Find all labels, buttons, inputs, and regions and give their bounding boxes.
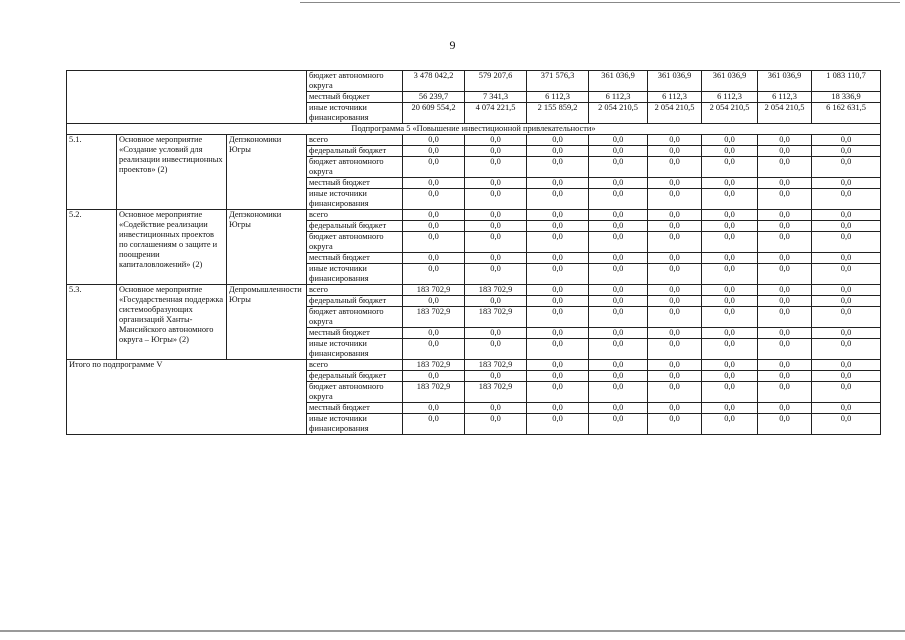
value-cell: 0,0 (812, 339, 881, 360)
value-cell: 0,0 (589, 178, 648, 189)
measure-number: 5.2. (67, 210, 117, 285)
source-label: бюджет автономного округа (307, 157, 403, 178)
value-cell: 0,0 (465, 253, 527, 264)
value-cell: 0,0 (648, 307, 702, 328)
value-cell: 0,0 (648, 157, 702, 178)
value-cell: 0,0 (648, 232, 702, 253)
value-cell: 0,0 (648, 264, 702, 285)
table-row (67, 360, 881, 371)
value-cell: 0,0 (812, 135, 881, 146)
value-cell: 0,0 (465, 221, 527, 232)
value-cell: 0,0 (648, 403, 702, 414)
value-cell: 0,0 (758, 189, 812, 210)
value-cell: 0,0 (589, 135, 648, 146)
measure-executor: Депромышленности Югры (227, 285, 307, 360)
value-cell: 0,0 (589, 157, 648, 178)
value-cell: 0,0 (527, 403, 589, 414)
value-cell: 0,0 (527, 360, 589, 371)
value-cell: 6 112,3 (702, 92, 758, 103)
bottom-scan-line (0, 630, 905, 632)
value-cell: 0,0 (702, 135, 758, 146)
value-cell: 0,0 (702, 232, 758, 253)
value-cell: 4 074 221,5 (465, 103, 527, 124)
value-cell: 2 054 210,5 (589, 103, 648, 124)
value-cell: 0,0 (758, 339, 812, 360)
value-cell: 0,0 (758, 135, 812, 146)
value-cell: 371 576,3 (527, 71, 589, 92)
measure-number: 5.1. (67, 135, 117, 210)
value-cell: 0,0 (648, 339, 702, 360)
source-label: иные источники финансирования (307, 189, 403, 210)
value-cell: 0,0 (527, 339, 589, 360)
value-cell: 0,0 (403, 232, 465, 253)
value-cell: 0,0 (702, 371, 758, 382)
continuation-empty-cell (67, 71, 307, 124)
value-cell: 0,0 (648, 135, 702, 146)
value-cell: 0,0 (527, 285, 589, 296)
value-cell: 0,0 (702, 210, 758, 221)
source-label: иные источники финансирования (307, 339, 403, 360)
value-cell: 0,0 (403, 135, 465, 146)
value-cell: 0,0 (702, 189, 758, 210)
value-cell: 0,0 (465, 135, 527, 146)
value-cell: 0,0 (589, 221, 648, 232)
value-cell: 183 702,9 (403, 285, 465, 296)
value-cell: 6 112,3 (648, 92, 702, 103)
value-cell: 361 036,9 (758, 71, 812, 92)
value-cell: 0,0 (589, 339, 648, 360)
source-label: федеральный бюджет (307, 146, 403, 157)
value-cell: 0,0 (812, 403, 881, 414)
value-cell: 0,0 (589, 403, 648, 414)
total-label: Итого по подпрограмме V (67, 360, 307, 435)
value-cell: 0,0 (702, 264, 758, 285)
value-cell: 2 054 210,5 (648, 103, 702, 124)
value-cell: 2 054 210,5 (758, 103, 812, 124)
value-cell: 0,0 (702, 328, 758, 339)
measure-name: Основное мероприятие «Содействие реализации инвестиционных проектов по соглашениям о защите и поощрении капиталовложений» (2) (117, 210, 227, 285)
value-cell: 0,0 (702, 296, 758, 307)
value-cell: 3 478 042,2 (403, 71, 465, 92)
value-cell: 0,0 (589, 253, 648, 264)
source-label: иные источники финансирования (307, 264, 403, 285)
source-label: местный бюджет (307, 328, 403, 339)
value-cell: 0,0 (648, 296, 702, 307)
value-cell: 0,0 (589, 307, 648, 328)
measure-name: Основное мероприятие «Создание условий для реализации инвестиционных проектов» (2) (117, 135, 227, 210)
value-cell: 7 341,3 (465, 92, 527, 103)
value-cell: 0,0 (648, 178, 702, 189)
value-cell: 361 036,9 (648, 71, 702, 92)
value-cell: 0,0 (758, 296, 812, 307)
value-cell: 0,0 (702, 157, 758, 178)
table-row (67, 285, 881, 296)
value-cell: 0,0 (465, 339, 527, 360)
value-cell: 0,0 (702, 339, 758, 360)
value-cell: 0,0 (648, 285, 702, 296)
value-cell: 0,0 (758, 264, 812, 285)
value-cell: 0,0 (589, 146, 648, 157)
value-cell: 0,0 (403, 178, 465, 189)
value-cell: 0,0 (758, 221, 812, 232)
value-cell: 0,0 (812, 285, 881, 296)
value-cell: 0,0 (589, 360, 648, 371)
value-cell: 0,0 (702, 414, 758, 435)
source-label: федеральный бюджет (307, 296, 403, 307)
value-cell: 0,0 (758, 146, 812, 157)
value-cell: 0,0 (527, 264, 589, 285)
value-cell: 0,0 (648, 146, 702, 157)
value-cell: 0,0 (758, 360, 812, 371)
value-cell: 0,0 (648, 414, 702, 435)
page-number: 9 (449, 38, 456, 52)
value-cell: 0,0 (758, 157, 812, 178)
value-cell: 0,0 (702, 285, 758, 296)
value-cell: 0,0 (648, 382, 702, 403)
value-cell: 0,0 (812, 221, 881, 232)
value-cell: 0,0 (465, 157, 527, 178)
source-label: всего (307, 285, 403, 296)
value-cell: 0,0 (589, 328, 648, 339)
value-cell: 0,0 (465, 403, 527, 414)
table-row (67, 210, 881, 221)
value-cell: 0,0 (758, 253, 812, 264)
value-cell: 6 112,3 (758, 92, 812, 103)
value-cell: 0,0 (589, 232, 648, 253)
value-cell: 0,0 (812, 157, 881, 178)
value-cell: 0,0 (758, 403, 812, 414)
value-cell: 0,0 (527, 210, 589, 221)
source-label: иные источники финансирования (307, 414, 403, 435)
source-label: всего (307, 135, 403, 146)
value-cell: 0,0 (648, 371, 702, 382)
source-label: федеральный бюджет (307, 221, 403, 232)
value-cell: 0,0 (403, 414, 465, 435)
value-cell: 0,0 (648, 189, 702, 210)
value-cell: 0,0 (812, 371, 881, 382)
value-cell: 0,0 (527, 328, 589, 339)
value-cell: 0,0 (589, 189, 648, 210)
value-cell: 579 207,6 (465, 71, 527, 92)
value-cell: 0,0 (527, 178, 589, 189)
value-cell: 6 112,3 (527, 92, 589, 103)
value-cell: 1 083 110,7 (812, 71, 881, 92)
value-cell: 0,0 (527, 371, 589, 382)
value-cell: 0,0 (812, 382, 881, 403)
source-label: федеральный бюджет (307, 371, 403, 382)
source-label: всего (307, 210, 403, 221)
value-cell: 0,0 (589, 210, 648, 221)
value-cell: 0,0 (758, 232, 812, 253)
value-cell: 0,0 (403, 253, 465, 264)
source-label: бюджет автономного округа (307, 382, 403, 403)
value-cell: 183 702,9 (403, 382, 465, 403)
value-cell: 0,0 (465, 210, 527, 221)
value-cell: 0,0 (527, 296, 589, 307)
value-cell: 361 036,9 (702, 71, 758, 92)
value-cell: 2 054 210,5 (702, 103, 758, 124)
value-cell: 183 702,9 (465, 307, 527, 328)
measure-executor: Депэкономики Югры (227, 210, 307, 285)
value-cell: 0,0 (812, 210, 881, 221)
value-cell: 0,0 (648, 253, 702, 264)
value-cell: 0,0 (403, 296, 465, 307)
value-cell: 0,0 (465, 264, 527, 285)
subprogram-row (67, 124, 881, 135)
value-cell: 0,0 (403, 157, 465, 178)
value-cell: 0,0 (527, 221, 589, 232)
value-cell: 183 702,9 (465, 360, 527, 371)
value-cell: 0,0 (589, 414, 648, 435)
value-cell: 18 336,9 (812, 92, 881, 103)
value-cell: 0,0 (758, 414, 812, 435)
value-cell: 0,0 (758, 382, 812, 403)
value-cell: 0,0 (758, 178, 812, 189)
value-cell: 0,0 (702, 178, 758, 189)
value-cell: 0,0 (403, 221, 465, 232)
value-cell: 0,0 (527, 189, 589, 210)
value-cell: 183 702,9 (465, 285, 527, 296)
top-scan-line (300, 2, 900, 3)
value-cell: 0,0 (403, 189, 465, 210)
value-cell: 0,0 (589, 371, 648, 382)
value-cell: 183 702,9 (403, 360, 465, 371)
value-cell: 2 155 859,2 (527, 103, 589, 124)
value-cell: 0,0 (403, 328, 465, 339)
value-cell: 0,0 (527, 253, 589, 264)
value-cell: 20 609 554,2 (403, 103, 465, 124)
value-cell: 0,0 (812, 232, 881, 253)
value-cell: 0,0 (465, 328, 527, 339)
value-cell: 0,0 (465, 296, 527, 307)
value-cell: 0,0 (403, 371, 465, 382)
value-cell: 0,0 (465, 146, 527, 157)
value-cell: 0,0 (648, 360, 702, 371)
value-cell: 0,0 (403, 146, 465, 157)
value-cell: 0,0 (527, 414, 589, 435)
value-cell: 0,0 (589, 285, 648, 296)
value-cell: 0,0 (527, 135, 589, 146)
value-cell: 0,0 (702, 221, 758, 232)
value-cell: 0,0 (465, 414, 527, 435)
value-cell: 0,0 (702, 307, 758, 328)
value-cell: 0,0 (648, 221, 702, 232)
value-cell: 0,0 (812, 253, 881, 264)
source-label: местный бюджет (307, 178, 403, 189)
source-label: местный бюджет (307, 92, 403, 103)
value-cell: 0,0 (812, 307, 881, 328)
value-cell: 0,0 (465, 178, 527, 189)
value-cell: 0,0 (758, 307, 812, 328)
source-label: бюджет автономного округа (307, 71, 403, 92)
value-cell: 6 112,3 (589, 92, 648, 103)
source-label: местный бюджет (307, 253, 403, 264)
table-row (67, 135, 881, 146)
funding-table (66, 70, 881, 435)
value-cell: 0,0 (758, 328, 812, 339)
value-cell: 0,0 (702, 360, 758, 371)
value-cell: 0,0 (812, 328, 881, 339)
value-cell: 0,0 (527, 307, 589, 328)
value-cell: 0,0 (812, 360, 881, 371)
value-cell: 0,0 (527, 232, 589, 253)
value-cell: 0,0 (527, 382, 589, 403)
value-cell: 361 036,9 (589, 71, 648, 92)
value-cell: 0,0 (465, 371, 527, 382)
source-label: всего (307, 360, 403, 371)
value-cell: 0,0 (465, 232, 527, 253)
value-cell: 0,0 (812, 178, 881, 189)
value-cell: 183 702,9 (465, 382, 527, 403)
source-label: бюджет автономного округа (307, 307, 403, 328)
value-cell: 0,0 (702, 403, 758, 414)
value-cell: 0,0 (648, 328, 702, 339)
value-cell: 0,0 (758, 210, 812, 221)
value-cell: 0,0 (812, 189, 881, 210)
value-cell: 0,0 (812, 146, 881, 157)
value-cell: 0,0 (527, 157, 589, 178)
value-cell: 0,0 (812, 264, 881, 285)
value-cell: 0,0 (758, 371, 812, 382)
value-cell: 0,0 (758, 285, 812, 296)
source-label: местный бюджет (307, 403, 403, 414)
measure-number: 5.3. (67, 285, 117, 360)
value-cell: 0,0 (812, 296, 881, 307)
value-cell: 183 702,9 (403, 307, 465, 328)
value-cell: 0,0 (589, 264, 648, 285)
source-label: иные источники финансирования (307, 103, 403, 124)
value-cell: 0,0 (403, 210, 465, 221)
value-cell: 0,0 (403, 403, 465, 414)
subprogram-title: Подпрограмма 5 «Повышение инвестиционной привлекательности» (67, 124, 881, 135)
measure-name: Основное мероприятие «Государственная поддержка системообразующих организаций Ханты-Мансийского автономного округа – Югры» (2) (117, 285, 227, 360)
value-cell: 0,0 (527, 146, 589, 157)
value-cell: 0,0 (589, 296, 648, 307)
value-cell: 0,0 (648, 210, 702, 221)
value-cell: 0,0 (465, 189, 527, 210)
value-cell: 0,0 (702, 253, 758, 264)
value-cell: 56 239,7 (403, 92, 465, 103)
source-label: бюджет автономного округа (307, 232, 403, 253)
value-cell: 0,0 (403, 264, 465, 285)
value-cell: 0,0 (812, 414, 881, 435)
table-row (67, 71, 881, 92)
value-cell: 0,0 (403, 339, 465, 360)
measure-executor: Депэкономики Югры (227, 135, 307, 210)
value-cell: 0,0 (702, 382, 758, 403)
value-cell: 0,0 (589, 382, 648, 403)
value-cell: 6 162 631,5 (812, 103, 881, 124)
value-cell: 0,0 (702, 146, 758, 157)
